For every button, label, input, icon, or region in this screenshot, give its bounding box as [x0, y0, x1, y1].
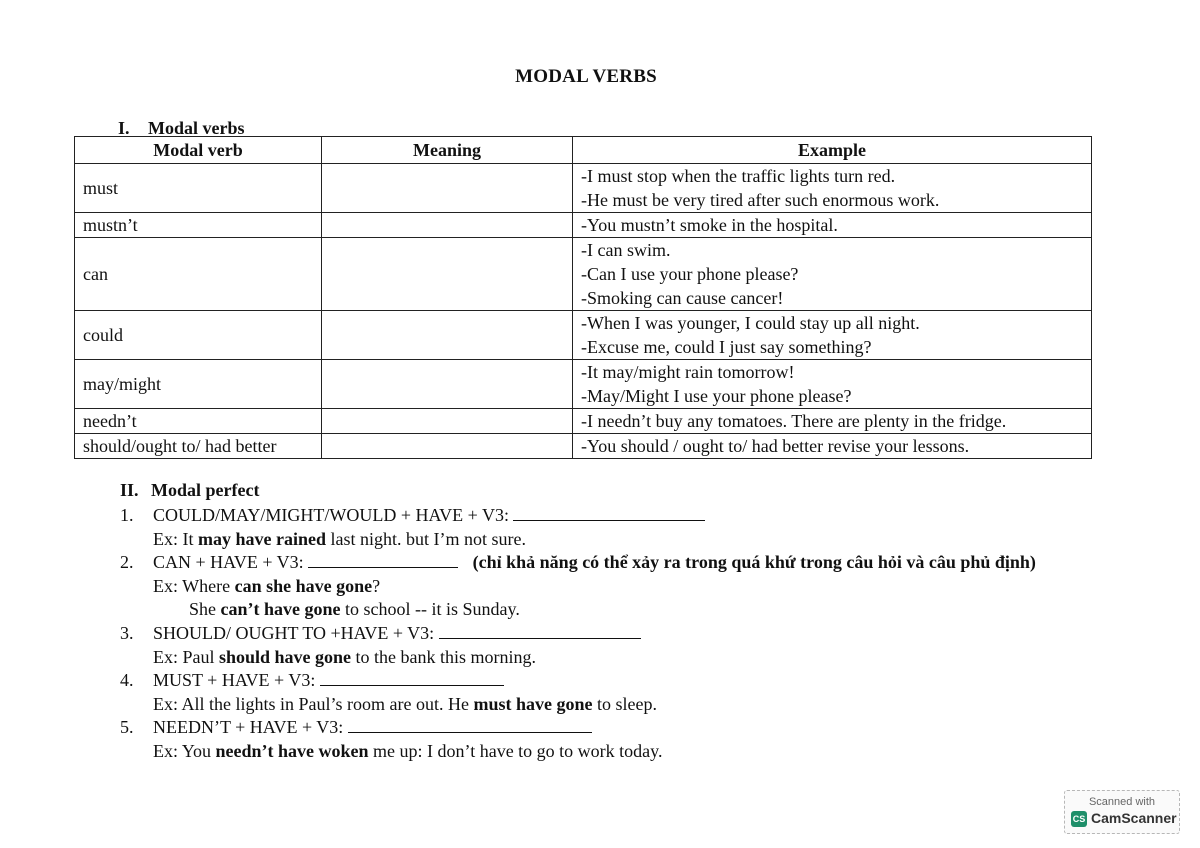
meaning-cell [322, 409, 573, 434]
item-number: 4. [120, 670, 134, 691]
modal-verb-cell: must [75, 164, 322, 213]
example-bold: must have gone [473, 693, 593, 714]
modal-verb-cell: could [75, 311, 322, 360]
example-bold: may have rained [198, 528, 326, 549]
example-cell [573, 360, 1092, 409]
example-line [153, 646, 641, 670]
example-line [153, 528, 705, 552]
answer-blank[interactable] [308, 551, 458, 568]
example-text: Ex: Paul [153, 646, 219, 667]
modal-verb-cell: should/ought to/ had better [75, 434, 322, 459]
formula-line [153, 669, 657, 693]
example-cell [573, 434, 1092, 459]
watermark-brand: CamScanner [1091, 810, 1177, 826]
formula-line [153, 551, 1036, 575]
table-row [75, 213, 1092, 238]
example-text: to the bank this morning. [351, 646, 537, 667]
camscanner-watermark [1064, 790, 1180, 834]
example-cell [573, 238, 1092, 311]
formula: CAN + HAVE + V3: [153, 552, 304, 573]
example-text: ? [372, 575, 381, 596]
example-line: -Can I use your phone please? [581, 264, 799, 284]
header-modal-verb: Modal verb [75, 137, 322, 164]
meaning-cell [322, 434, 573, 459]
answer-blank[interactable] [513, 504, 705, 521]
example-cell [573, 409, 1092, 434]
table-row [75, 164, 1092, 213]
example-cell [573, 311, 1092, 360]
table-row [75, 434, 1092, 459]
answer-blank[interactable] [439, 622, 641, 639]
section-1-title: Modal verbs [148, 118, 245, 138]
example-bold: can she have gone [234, 575, 373, 596]
example-line: -I must stop when the traffic lights turn red. [581, 166, 896, 186]
formula: MUST + HAVE + V3: [153, 670, 316, 691]
meaning-cell [322, 213, 573, 238]
formula: SHOULD/ OUGHT TO +HAVE + V3: [153, 622, 435, 643]
example-line: -It may/might rain tomorrow! [581, 362, 795, 382]
example-text: Ex: All the lights in Paul’s room are out. He [153, 693, 474, 714]
list-item [120, 716, 1036, 763]
formula: COULD/MAY/MIGHT/WOULD + HAVE + V3: [153, 505, 509, 525]
answer-blank[interactable] [348, 716, 592, 733]
modal-verb-cell: mustn’t [75, 213, 322, 238]
example-text: to school -- it is Sunday. [340, 599, 520, 620]
section-2-number: II. [120, 480, 139, 500]
example-bold: should have gone [219, 646, 352, 667]
formula-line [153, 504, 705, 528]
meaning-cell [322, 238, 573, 311]
modal-verb-cell: may/might [75, 360, 322, 409]
example-line: -You should / ought to/ had better revise your lessons. [581, 436, 970, 456]
modal-verb-cell: needn’t [75, 409, 322, 434]
example-text: Ex: Where [153, 575, 235, 596]
list-item [120, 504, 1036, 551]
example-line: -Excuse me, could I just say something? [581, 337, 872, 357]
table-row [75, 238, 1092, 311]
table-row [75, 360, 1092, 409]
table-header-row [75, 137, 1092, 164]
modal-verb-cell: can [75, 238, 322, 311]
example-cell [573, 213, 1092, 238]
header-example: Example [573, 137, 1092, 164]
table-row [75, 409, 1092, 434]
header-meaning: Meaning [322, 137, 573, 164]
example-text: She [189, 599, 221, 620]
meaning-cell [322, 360, 573, 409]
modal-verbs-table [74, 136, 1092, 459]
example-line: -You mustn’t smoke in the hospital. [581, 215, 838, 235]
formula-line [153, 716, 663, 740]
example-line [153, 575, 1036, 599]
list-item [120, 622, 1036, 669]
item-number: 5. [120, 717, 134, 738]
example-line [153, 693, 657, 717]
item-number: 1. [120, 505, 134, 525]
example-text: Ex: It [153, 528, 198, 549]
example-bold: needn’t have woken [215, 740, 369, 761]
section-1-number: I. [118, 118, 130, 138]
example-line: -May/Might I use your phone please? [581, 386, 852, 406]
list-item [120, 551, 1036, 622]
page-title: MODAL VERBS [515, 66, 657, 87]
example-bold: can’t have gone [220, 599, 341, 620]
meaning-cell [322, 164, 573, 213]
camscanner-logo-icon: CS [1071, 811, 1087, 827]
example-line [153, 598, 1036, 622]
table-row [75, 311, 1092, 360]
example-line: -When I was younger, I could stay up all night. [581, 313, 920, 333]
meaning-cell [322, 311, 573, 360]
example-text: to sleep. [592, 693, 657, 714]
example-line: -He must be very tired after such enormous work. [581, 190, 940, 210]
watermark-caption: Scanned with [1088, 796, 1156, 808]
item-number: 3. [120, 622, 134, 643]
list-item [120, 669, 1036, 716]
example-text: Ex: You [153, 740, 216, 761]
formula-line [153, 622, 641, 646]
example-text: last night. but I’m not sure. [326, 528, 526, 549]
formula: NEEDN’T + HAVE + V3: [153, 717, 344, 738]
example-line: -I can swim. [581, 240, 671, 260]
section-2-title: Modal perfect [151, 480, 260, 500]
usage-note: (chỉ khả năng có thể xảy ra trong quá khứ trong câu hỏi và câu phủ định) [472, 552, 1036, 573]
example-text: me up: I don’t have to go to work today. [368, 740, 663, 761]
example-cell [573, 164, 1092, 213]
example-line: -Smoking can cause cancer! [581, 288, 784, 308]
example-line [153, 740, 663, 764]
item-number: 2. [120, 552, 134, 573]
section-2-heading [120, 480, 259, 501]
modal-perfect-list [120, 504, 1036, 764]
example-line: -I needn’t buy any tomatoes. There are plenty in the fridge. [581, 411, 1007, 431]
answer-blank[interactable] [320, 669, 504, 686]
